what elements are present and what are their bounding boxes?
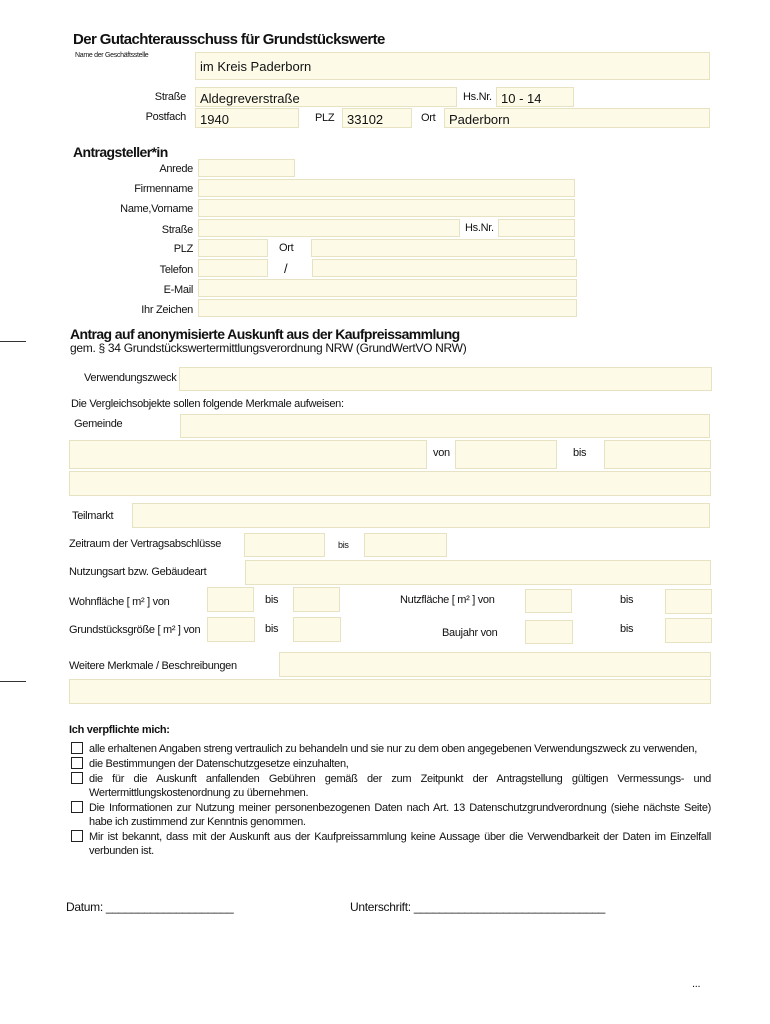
obligation-text-4: Die Informationen zur Nutzung meiner personenbezogenen Daten nach Art. 13 Datenschutzgrundverordnung (siehe nächste Seite) habe ich zustimmend zur Kenntnis genommen. [89,802,711,828]
usage-label: Nutzungsart bzw. Gebäudeart [69,566,207,578]
municipality-label: Gemeinde [74,418,123,430]
office-name-label: Name der Geschäftsstelle [75,52,149,59]
fold-mark-top [0,341,26,342]
usable-area-from-field[interactable] [525,589,572,613]
period-to-label: bis [338,540,349,550]
signature-line[interactable]: Unterschrift: ______________________________ [350,900,606,914]
email-label: E-Mail [163,284,193,296]
period-label: Zeitraum der Vertragsabschlüsse [69,538,222,550]
more-field[interactable] [279,652,711,677]
submarket-label: Teilmarkt [72,510,114,522]
living-area-label: Wohnfläche [ m² ] von [69,596,170,608]
street-label: Straße [161,224,193,236]
municipality-field[interactable] [180,414,710,438]
phone-separator: / [284,261,288,276]
year-from-field[interactable] [525,620,573,644]
office-pobox-field[interactable]: 1940 [195,108,299,128]
request-subtitle: gem. § 34 Grundstückswertermittlungsverordnung NRW (GrundWertVO NRW) [70,341,467,355]
living-area-to-field[interactable] [293,587,340,612]
purpose-field[interactable] [179,367,712,391]
obligation-text-1: alle erhaltenen Angaben streng vertraulich zu behandeln und sie nur zu dem oben angegebenen Verwendungszweck zu verwenden, [89,743,697,755]
reference-label: Ihr Zeichen [141,304,193,316]
email-field[interactable] [198,279,577,297]
office-plz-label: PLZ [315,112,335,124]
obligation-text-2: die Bestimmungen der Datenschutzgesetze einzuhalten, [89,758,349,770]
office-pobox-label: Postfach [145,111,186,123]
living-area-from-field[interactable] [207,587,254,612]
usage-field[interactable] [245,560,711,585]
salutation-field[interactable] [198,159,295,177]
company-label: Firmenname [134,183,193,195]
obligation-text-3: die für die Auskunft anfallenden Gebühren gemäß der zum Zeitpunkt der Antragstellung gültigen Vermessungs- und Wertermittlungskostenordnung zu übernehmen. [89,773,711,799]
office-title: Der Gutachterausschuss für Grundstückswerte [73,31,385,48]
request-title: Antrag auf anonymisierte Auskunft aus der Kaufpreissammlung [70,326,460,342]
office-street-field[interactable]: Aldegreverstraße [195,87,457,107]
plz-label: PLZ [173,243,193,255]
more-label: Weitere Merkmale / Beschreibungen [69,660,237,672]
continuation-mark: ... [692,978,701,990]
period-to-field[interactable] [364,533,447,557]
more-extra-field[interactable] [69,679,711,704]
plot-label: Grundstücksgröße [ m² ] von [69,624,201,636]
office-name-field[interactable]: im Kreis Paderborn [195,52,710,80]
fold-mark-bottom [0,681,26,682]
name-field[interactable] [198,199,575,217]
to-field[interactable] [604,440,711,469]
city-label: Ort [279,242,294,254]
obligation-text-5: Mir ist bekannt, dass mit der Auskunft aus der Kaufpreissammlung keine Aussage über die Verwendbarkeit der Daten im Einzelfall verbunden ist. [89,831,711,857]
usable-area-label: Nutzfläche [ m² ] von [400,594,495,606]
date-line[interactable]: Datum: ____________________ [66,900,234,914]
period-from-field[interactable] [244,533,325,557]
plz-field[interactable] [198,239,268,257]
reference-field[interactable] [198,299,577,317]
usable-area-to-field[interactable] [665,589,712,614]
office-plz-field[interactable]: 33102 [342,108,412,128]
office-house-field[interactable]: 10 - 14 [496,87,574,107]
house-field[interactable] [498,219,575,237]
office-street-label: Straße [154,91,186,103]
obligation-checkbox-3[interactable] [71,772,83,784]
office-city-field[interactable]: Paderborn [444,108,710,128]
phone-label: Telefon [159,264,193,276]
to-label: bis [573,447,587,459]
obligation-checkbox-4[interactable] [71,801,83,813]
plot-from-field[interactable] [207,617,255,642]
additional-area-field[interactable] [69,471,711,496]
office-city-label: Ort [421,112,436,124]
criteria-intro: Die Vergleichsobjekte sollen folgende Merkmale aufweisen: [71,398,344,410]
municipality-extra-field[interactable] [69,440,427,469]
year-label: Baujahr von [442,627,498,639]
street-field[interactable] [198,219,460,237]
salutation-label: Anrede [159,163,193,175]
from-field[interactable] [455,440,557,469]
plot-to-field[interactable] [293,617,341,642]
submarket-field[interactable] [132,503,710,528]
office-house-label: Hs.Nr. [463,91,492,103]
year-to-field[interactable] [665,618,712,643]
living-area-to-label: bis [265,594,279,606]
house-label: Hs.Nr. [465,222,494,234]
year-to-label: bis [620,623,634,635]
city-field[interactable] [311,239,575,257]
obligation-checkbox-2[interactable] [71,757,83,769]
plot-to-label: bis [265,623,279,635]
applicant-title: Antragsteller*in [73,144,168,160]
phone-area-field[interactable] [198,259,268,277]
company-field[interactable] [198,179,575,197]
purpose-label: Verwendungszweck [84,372,177,384]
from-label: von [433,447,450,459]
usable-area-to-label: bis [620,594,634,606]
obligation-checkbox-5[interactable] [71,830,83,842]
obligation-checkbox-1[interactable] [71,742,83,754]
name-label: Name,Vorname [120,203,193,215]
phone-number-field[interactable] [312,259,577,277]
obligations-title: Ich verpflichte mich: [69,724,170,736]
